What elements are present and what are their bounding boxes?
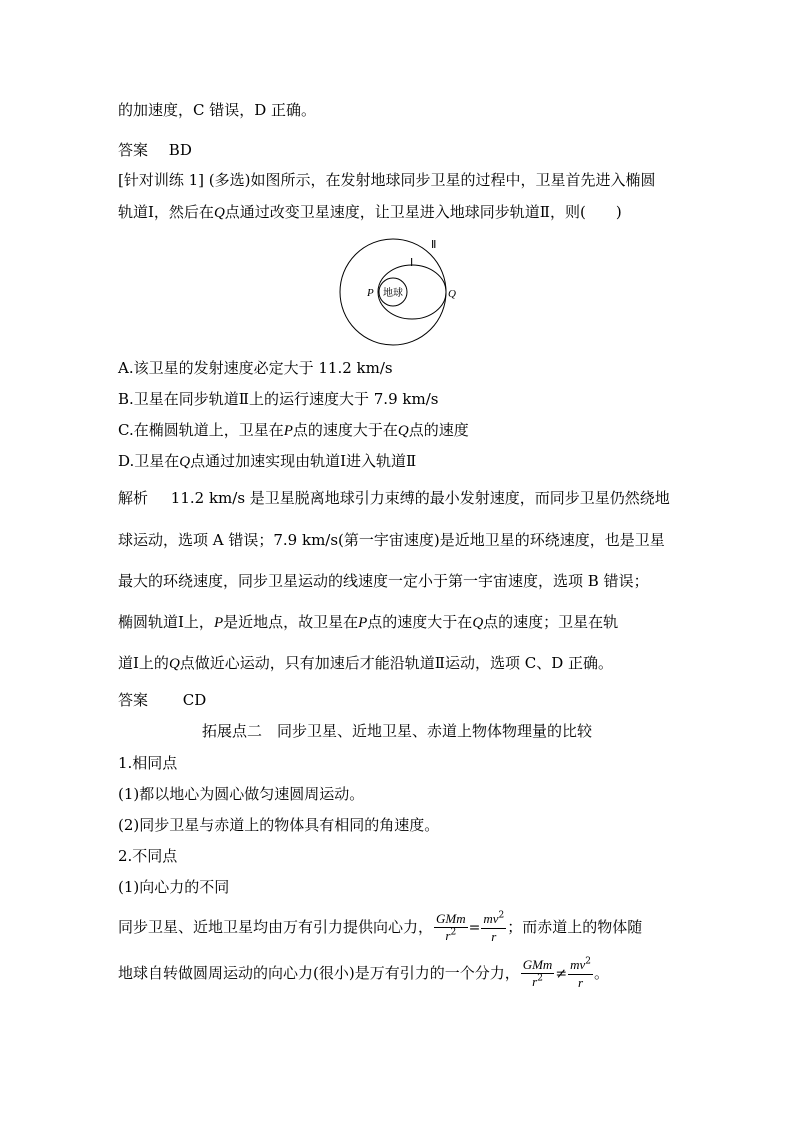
analysis-line: 最大的环绕速度，同步卫星运动的线速度一定小于第一宇宙速度，选项 B 错误；: [118, 572, 649, 590]
section-subtitle: 1.相同点: [118, 754, 178, 772]
formula-line: 同步卫星、近地卫星均由万有引力提供向心力， $\frac{\text{GMm}}{r^2}$ = $\frac{mv^2}{r}$ ；而赤道上的物体随: [118, 910, 643, 944]
fraction-gmm-r2: $\frac{\text{GMm}}{r^2}$: [522, 957, 553, 989]
point-q-label: Q: [448, 288, 456, 300]
exercise-line: 轨道Ⅰ，然后在Q点通过改变卫星速度，让卫星进入地球同步轨道Ⅱ，则( ): [118, 203, 622, 221]
analysis-line: 球运动，选项 A 错误；7.9 km/s(第一宇宙速度)是近地卫星的环绕速度，也是卫星: [118, 531, 665, 549]
option-d: D.卫星在Q点通过加速实现由轨道Ⅰ进入轨道Ⅱ: [118, 452, 417, 470]
fraction-mv2-r: $\frac{mv^2}{r}$: [570, 956, 591, 990]
analysis-line: 解析 11.2 km/s 是卫星脱离地球引力束缚的最小发射速度，而同步卫星仍然绕地: [118, 489, 670, 507]
list-item: (1)向心力的不同: [118, 878, 230, 896]
answer-line: [118, 690, 206, 710]
section-subtitle: 2.不同点: [118, 847, 178, 865]
list-item: (2)同步卫星与赤道上的物体具有相同的角速度。: [118, 816, 440, 834]
section-heading: 拓展点二 同步卫星、近地卫星、赤道上物体物理量的比较: [201, 722, 592, 740]
option-b: B.卫星在同步轨道Ⅱ上的运行速度大于 7.9 km/s: [118, 390, 439, 408]
answer-label: 答案: [118, 141, 149, 159]
fraction-gmm-r2: $\frac{\text{GMm}}{r^2}$: [436, 911, 466, 943]
earth-label: 地球: [383, 288, 403, 299]
option-c: C.在椭圆轨道上，卫星在P点的速度大于在Q点的速度: [118, 421, 469, 439]
point-p-label: P: [367, 287, 374, 299]
orbit-2-label: Ⅱ: [431, 239, 437, 251]
answer-value: BD: [168, 141, 192, 159]
analysis-line: 道Ⅰ上的Q点做近心运动，只有加速后才能沿轨道Ⅱ运动，选项 C、D 正确。: [118, 654, 614, 672]
orbit-diagram: [330, 234, 470, 346]
text-line: 的加速度，C 错误，D 正确。: [118, 101, 317, 119]
fraction-mv2-r: $\frac{mv^2}{r}$: [483, 910, 505, 944]
formula-line: 地球自转做圆周运动的向心力(很小)是万有引力的一个分力， $\frac{\text{GMm}}{r^2}$ ≠ $\frac{mv^2}{r}$ 。: [118, 956, 609, 990]
answer-line: [118, 140, 192, 160]
answer-value: CD: [182, 691, 207, 709]
list-item: (1)都以地心为圆心做匀速圆周运动。: [118, 785, 365, 803]
orbit-1-label: Ⅰ: [410, 257, 414, 269]
analysis-line: 椭圆轨道Ⅰ上，P是近地点，故卫星在P点的速度大于在Q点的速度；卫星在轨: [118, 613, 619, 631]
analysis-label: 解析: [118, 489, 149, 507]
option-a: A.该卫星的发射速度必定大于 11.2 km/s: [118, 359, 393, 377]
exercise-line: [针对训练 1] (多选)如图所示，在发射地球同步卫星的过程中，卫星首先进入椭圆: [118, 171, 656, 189]
answer-label: 答案: [118, 691, 149, 709]
